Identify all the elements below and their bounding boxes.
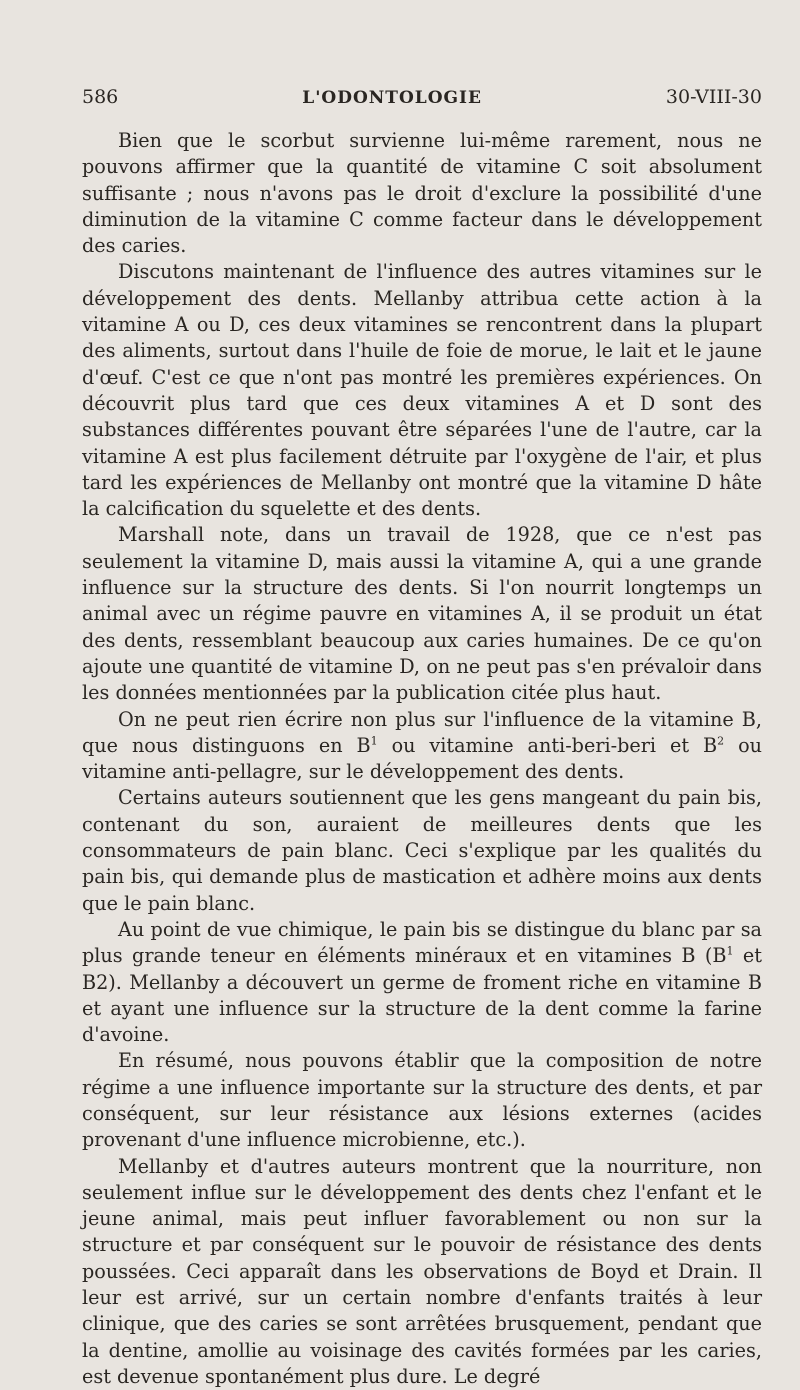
paragraph-scorbut: Bien que le scorbut survienne lui-même rarement, nous ne pouvons affirmer que la quantité de vitamine C soit absolument suffisante ; nous n'avons pas le droit d'exclure la possibilité d'une diminution de la vitamine C comme facteur dans le développement des caries.: [82, 129, 762, 258]
paragraph-resume: En résumé, nous pouvons établir que la composition de notre régime a une influence importante sur la structure des dents, et par conséquent, sur leur résistance aux lésions externes (acides provenant d'une influence microbienne, etc.).: [82, 1049, 762, 1152]
issue-date: 30-VIII-30: [665, 86, 762, 108]
paragraph-chimique: Au point de vue chimique, le pain bis se distingue du blanc par sa plus grande teneur en éléments minéraux et en vitamines B ($B^1$ et B2). Mellanby a découvert un germe de froment riche en vitamine B et ayant une influence sur la structure de la dent comme la farine d'avoine.: [82, 917, 762, 1047]
journal-title: L'ODONTOLOGIE: [302, 88, 482, 108]
paragraph-mellanby: Mellanby et d'autres auteurs montrent que la nourriture, non seulement influe sur le développement des dents chez l'enfant et le jeune animal, mais peut influer favorablement ou non sur la structure et par conséquent sur le pouvoir de résistance des dents poussées. Ceci apparaît dans les observations de Boyd et Drain. Il leur est arrivé, sur un certain nombre d'enfants traités à leur clinique, que des caries se sont arrêtées brusquement, pendant que la dentine, amollie au voisinage des cavités formées par les caries, est devenue spontanément plus dure. Le degré: [82, 1154, 762, 1388]
page-number: 586: [82, 86, 119, 108]
paragraph-marshall: Marshall note, dans un travail de 1928, que ce n'est pas seulement la vitamine D, mais aussi la vitamine A, qui a une grande influence sur la structure des dents. Si l'on nourrit longtemps un animal avec un régime pauvre en vitamines A, il se produit un état des dents, ressemblant beaucoup aux caries humaines. De ce qu'on ajoute une quantité de vitamine D, on ne peut pas s'en prévaloir dans les données mentionnées par la publication citée plus haut.: [82, 523, 762, 705]
paragraph-pain-bis: Certains auteurs soutiennent que les gens mangeant du pain bis, contenant du son, auraient de meilleures dents que les consommateurs de pain blanc. Ceci s'explique par les qualités du pain bis, qui demande plus de mastication et adhère moins aux dents que le pain blanc.: [82, 786, 762, 915]
running-header: [82, 86, 762, 108]
body-text: [82, 128, 762, 1390]
paragraph-vitamines-a-d: Discutons maintenant de l'influence des autres vitamines sur le développement des dents. Mellanby attribua cette action à la vitamine A ou D, ces deux vitamines se rencontrent dans la plupart des aliments, surtout dans l'huile de foie de morue, le lait et le jaune d'œuf. C'est ce que n'ont pas montré les premières expériences. On découvrit plus tard que ces deux vitamines A et D sont des substances différentes pouvant être séparées l'une de l'autre, car la vitamine A est plus facilement détruite par l'oxygène de l'air, et plus tard les expériences de Mellanby ont montré que la vitamine D hâte la calcification du squelette et des dents.: [82, 260, 762, 521]
paragraph-vitamine-b: On ne peut rien écrire non plus sur l'influence de la vitamine B, que nous distinguons en $B^1$ ou vitamine anti-beri-beri et $B^2$ ou vitamine anti-pellagre, sur le développement des dents.: [82, 707, 763, 784]
